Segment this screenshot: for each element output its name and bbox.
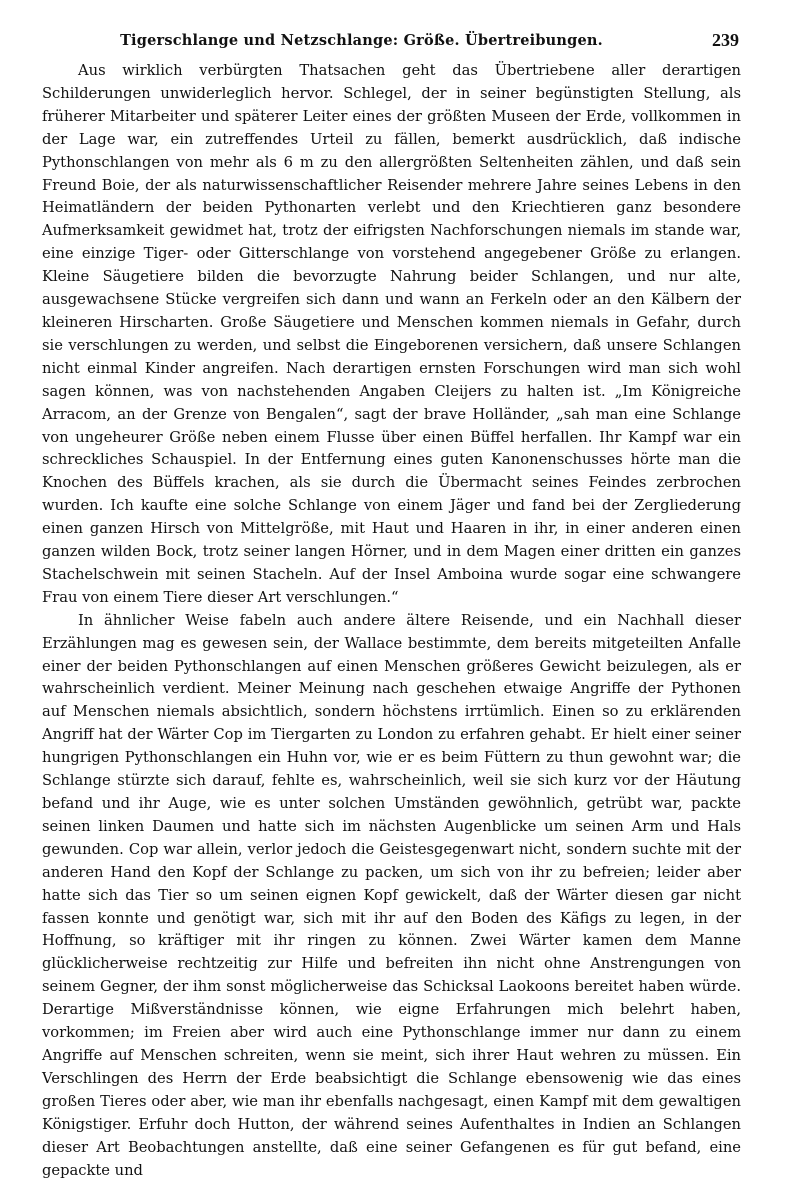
running-head: Tigerschlange und Netzschlange: Größe. Übertreibungen. [120, 32, 603, 49]
paragraph: In ähnlicher Weise fabeln auch andere ältere Reisende, und ein Nachhall dieser Erzählungen mag es gewesen sein, der Wallace bestimmte, dem bereits mitgeteilten Anfalle einer der beiden Pythonschlangen auf einen Menschen größeres Gewicht beizulegen, als er wahrscheinlich verdient. Meiner Meinung nach geschehen etwaige Angriffe der Pythonen auf Menschen niemals absichtlich, sondern höchstens irrtümlich. Einen so zu erklärenden Angriff hat der Wärter Cop im Tiergarten zu London zu erfahren gehabt. Er hielt einer seiner hungrigen Pythonschlangen ein Huhn vor, wie er es beim Füttern zu thun gewohnt war; die Schlange stürzte sich darauf, fehlte es, wahrscheinlich, weil sie sich kurz vor der Häutung befand und ihr Auge, wie es unter solchen Umständen gewöhnlich, getrübt war, packte seinen linken Daumen und hatte sich im nächsten Augenblicke um seinen Arm und Hals gewunden. Cop war allein, verlor jedoch die Geistesgegenwart nicht, sondern suchte mit der anderen Hand den Kopf der Schlange zu packen, um sich von ihr zu befreien; leider aber hatte sich das Tier so um seinen eignen Kopf gewickelt, daß der Wärter diesen gar nicht fassen konnte und genötigt war, sich mit ihr auf den Boden des Käfigs zu legen, in der Hoffnung, so kräftiger mit ihr ringen zu können. Zwei Wärter kamen dem Manne glücklicherweise rechtzeitig zur Hilfe und befreiten ihn nicht ohne Anstrengungen von seinem Gegner, der ihm sonst möglicherweise das Schicksal Laokoons bereitet haben würde. Derartige Mißverständnisse können, wie eigne Erfahrungen mich belehrt haben, vorkommen; im Freien aber wird auch eine Pythonschlange immer nur dann zu einem Angriffe auf Menschen schreiten, wenn sie meint, sich ihrer Haut wehren zu müssen. Ein Verschlingen des Herrn der Erde beabsichtigt die Schlange ebensowenig wie das eines großen Tieres oder aber, wie man ihr ebenfalls nachgesagt, einen Kampf mit dem gewaltigen Königstiger. Erfuhr doch Hutton, der während seines Aufenthaltes in Indien an Schlangen dieser Art Beobachtungen anstellte, daß eine seiner Gefangenen es für gut befand, eine gepackte und [42, 611, 741, 1179]
paragraph: Aus wirklich verbürgten Thatsachen geht das Übertriebene aller derartigen Schilderungen unwiderleglich hervor. Schlegel, der in seiner begünstigten Stellung, als früherer Mitarbeiter und späterer Leiter eines der größten Museen der Erde, vollkommen in der Lage war, ein zutreffendes Urteil zu fällen, bemerkt ausdrücklich, daß indische Pythonschlangen von mehr als 6 m zu den allergrößten Seltenheiten zählen, und daß sein Freund Boie, der als naturwissenschaftlicher Reisender mehrere Jahre seines Lebens in den Heimatländern der beiden Pythonarten verlebt und den Kriechtieren ganz besondere Aufmerksamkeit gewidmet hat, trotz der eifrigsten Nachforschungen niemals im stande war, eine einzige Tiger- oder Gitterschlange von vorstehend angegebener Größe zu erlangen. Kleine Säugetiere bilden die bevorzugte Nahrung beider Schlangen, und nur alte, ausgewachsene Stücke vergreifen sich dann und wann an Ferkeln oder an den Kälbern der kleineren Hirscharten. Große Säugetiere und Menschen kommen niemals in Gefahr, durch sie verschlungen zu werden, und selbst die Eingeborenen versichern, daß unsere Schlangen nicht einmal Kinder angreifen. Nach derartigen ernsten Forschungen wird man sich wohl sagen können, was von nachstehenden Angaben Cleijers zu halten ist. „Im Königreiche Arracom, an der Grenze von Bengalen“, sagt der brave Holländer, „sah man eine Schlange von ungeheurer Größe neben einem Flusse über einen Büffel herfallen. Ihr Kampf war ein schreckliches Schauspiel. In der Entfernung eines guten Kanonenschusses hörte man die Knochen des Büffels krachen, als sie durch die Übermacht seines Feindes zerbrochen wurden. Ich kaufte eine solche Schlange von einem Jäger und fand bei der Zergliederung einen ganzen Hirsch von Mittelgröße, mit Haut und Haaren in ihr, in einer anderen einen ganzen wilden Bock, trotz seiner langen Hörner, und in dem Magen einer dritten ein ganzes Stachelschwein mit seinen Stacheln. Auf der Insel Amboina wurde sogar eine schwangere Frau von einem Tiere dieser Art verschlungen.“ [42, 62, 741, 606]
page-number: 239 [712, 30, 739, 50]
page-header [42, 26, 741, 56]
body-text [42, 60, 741, 1182]
